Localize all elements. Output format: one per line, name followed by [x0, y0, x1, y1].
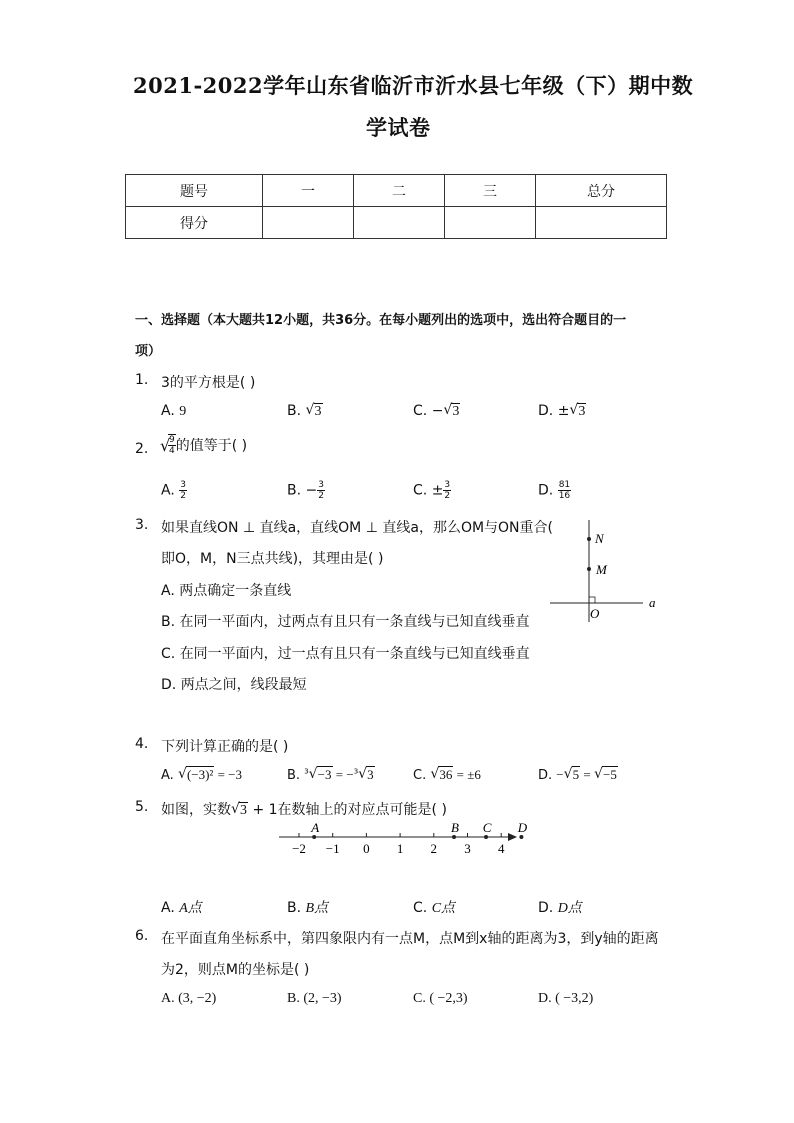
question-number: 1. [135, 372, 149, 388]
score-table-header-cell: 三 [445, 175, 536, 207]
number-line-point [452, 835, 456, 839]
option-text: A点 [179, 901, 202, 916]
option-text: 9 [179, 404, 187, 419]
score-table-header-cell: 总分 [536, 175, 667, 207]
option-label: B. [287, 482, 302, 499]
label-o: O [590, 606, 600, 621]
number-line-point [484, 835, 488, 839]
cube-root-expression [358, 767, 375, 783]
radicand: (−3)² [186, 767, 214, 782]
option-text: (3, −2) [178, 991, 217, 1006]
radicand: 3 [314, 404, 322, 419]
number-line-figure [275, 820, 528, 860]
option-d [538, 991, 593, 1007]
option-text: C点 [431, 901, 456, 916]
option-d [161, 674, 307, 694]
option-b [161, 611, 530, 631]
label-a: a [649, 595, 656, 610]
option-label: C. [413, 900, 428, 916]
denominator: 2 [318, 491, 324, 501]
question-stem [161, 799, 447, 819]
option-c [413, 480, 451, 501]
radicand: 3 [578, 404, 586, 419]
numerator: 3 [318, 480, 324, 490]
question-stem: 下列计算正确的是( ) [161, 739, 289, 755]
score-table-header-cell: 题号 [126, 175, 263, 207]
fraction [179, 480, 187, 501]
question-stem-line2: 即O，M，N三点共线)，其理由是( ) [161, 551, 384, 567]
option-c [413, 767, 481, 783]
radicand: −5 [602, 767, 617, 782]
sqrt-expression [569, 403, 586, 420]
option-text: ( −3,2) [555, 991, 594, 1006]
number-line-point-label: A [311, 820, 320, 835]
expression-mid: = − [332, 767, 354, 782]
number-line-point-label: B [451, 820, 459, 835]
question-number: 2. [135, 441, 149, 457]
option-label: A. [161, 403, 175, 419]
option-text: B点 [305, 901, 329, 916]
fraction [443, 480, 451, 501]
option-b [287, 767, 375, 783]
sign: ± [557, 403, 570, 419]
score-cell [263, 207, 354, 239]
option-label: A. [161, 768, 174, 783]
number-line-point-label: D [517, 820, 528, 835]
option-text: D点 [557, 901, 582, 916]
question-number: 6. [135, 928, 149, 944]
sqrt-expression [594, 767, 618, 783]
option-label: A. [161, 482, 175, 499]
question-number: 3. [135, 517, 149, 533]
score-table-header-cell: 二 [354, 175, 445, 207]
option-label: A. [161, 991, 175, 1006]
score-table-row-label: 得分 [126, 207, 263, 239]
sqrt-expression [564, 767, 581, 783]
sign: − [305, 482, 318, 499]
option-label: C. [413, 403, 428, 419]
option-a [161, 580, 291, 600]
score-table [125, 174, 667, 239]
option-d [538, 403, 586, 420]
question-stem: 3的平方根是( ) [161, 375, 256, 391]
fraction [317, 480, 325, 501]
option-text: 两点确定一条直线 [179, 583, 292, 599]
root-index: 3 [353, 767, 359, 776]
option-b [287, 897, 328, 917]
fraction [558, 480, 571, 501]
number-line-point [519, 835, 523, 839]
option-label: D. [161, 677, 177, 693]
numerator: 9 [169, 435, 175, 445]
section-heading-line2: 项） [135, 344, 162, 359]
number-line-tick-label: 2 [430, 841, 438, 856]
label-m: M [596, 562, 607, 577]
sqrt-expression [430, 767, 453, 783]
option-c [413, 897, 455, 917]
option-text: ( −2,3) [429, 991, 468, 1006]
radicand: 36 [439, 767, 453, 782]
option-a [161, 767, 242, 783]
expression-mid: = [580, 767, 594, 782]
option-label: B. [287, 403, 302, 419]
sqrt-expression [231, 802, 248, 819]
option-label: D. [538, 900, 554, 916]
radicand: −3 [317, 767, 332, 782]
numerator: 81 [558, 480, 571, 490]
option-text: 两点之间，线段最短 [180, 677, 307, 693]
radicand: 3 [240, 803, 247, 818]
option-d [538, 897, 582, 917]
question-stem-line1: 如果直线ON ⊥ 直线a，直线OM ⊥ 直线a，那么OM与ON重合( [161, 520, 553, 536]
number-line-tick-label: 4 [497, 841, 505, 856]
option-b [287, 991, 342, 1007]
option-label: C. [161, 646, 176, 662]
sqrt-expression [306, 403, 323, 420]
page-title-line1: 2021-2022学年山东省临沂市沂水县七年级（下）期中数 [133, 73, 694, 98]
number-line-tick-label: −2 [292, 841, 306, 856]
perpendicular-lines-figure [545, 515, 670, 625]
label-n: N [595, 531, 604, 546]
option-label: C. [413, 482, 428, 499]
option-c [413, 403, 460, 420]
option-b [287, 480, 325, 501]
number-line-point [312, 835, 316, 839]
score-cell [445, 207, 536, 239]
option-a [161, 403, 186, 420]
denominator: 2 [444, 491, 451, 501]
radicand: 5 [572, 767, 580, 782]
option-a [161, 480, 187, 501]
question-stem-line1: 在平面直角坐标系中，第四象限内有一点M，点M到x轴的距离为3，到y轴的距离 [161, 931, 659, 947]
section-heading-line1: 一、选择题（本大题共12小题，共36分。在每小题列出的选项中，选出符合题目的一 [135, 313, 627, 328]
question-number: 5. [135, 799, 149, 815]
sqrt-expression [178, 767, 214, 783]
sign: − [431, 403, 444, 419]
page-title-line2: 学试卷 [366, 115, 431, 140]
axis-arrow [508, 833, 517, 841]
radical-sign: √ [160, 436, 171, 455]
option-c [413, 991, 468, 1007]
option-b [287, 403, 323, 420]
option-text: (2, −3) [303, 991, 342, 1006]
option-label: D. [538, 403, 554, 419]
point-n [587, 537, 591, 541]
score-table-score-row [126, 207, 667, 239]
question-stem [160, 434, 247, 456]
option-label: B. [161, 614, 176, 630]
option-label: A. [161, 900, 175, 916]
option-d [538, 480, 571, 501]
option-a [161, 897, 202, 917]
denominator: 4 [169, 446, 175, 456]
option-label: B. [287, 900, 302, 916]
number-line-tick-label: 3 [464, 841, 471, 856]
option-label: B. [287, 768, 301, 783]
sqrt-expression [160, 434, 176, 456]
question-number: 4. [135, 736, 149, 752]
number-line-tick-label: 0 [363, 841, 370, 856]
radicand: 3 [367, 767, 374, 782]
stem-text: + 1在数轴上的对应点可能是( ) [248, 802, 447, 818]
point-m [587, 567, 591, 571]
option-text: 在同一平面内，过两点有且只有一条直线与已知直线垂直 [179, 614, 530, 630]
numerator: 3 [180, 480, 186, 490]
expression-rest: = −3 [214, 767, 242, 782]
option-c [161, 643, 530, 663]
score-cell [354, 207, 445, 239]
root-index: 3 [304, 767, 309, 776]
stem-text: 的值等于( ) [175, 438, 248, 454]
option-label: C. [413, 991, 426, 1006]
expression-rest: = ±6 [453, 767, 481, 782]
score-table-header-cell: 一 [263, 175, 354, 207]
stem-text: 如图，实数 [161, 802, 231, 818]
radicand: 3 [452, 404, 460, 419]
option-d [538, 767, 618, 783]
denominator: 16 [558, 491, 571, 501]
number-line-tick-label: 1 [396, 841, 404, 856]
sign: − [556, 767, 564, 782]
cube-root-expression [309, 767, 333, 783]
sign: ± [431, 482, 444, 499]
score-table-header-row [126, 175, 667, 207]
score-cell [536, 207, 667, 239]
option-label: A. [161, 583, 175, 599]
option-label: D. [538, 768, 553, 783]
option-label: B. [287, 991, 300, 1006]
option-label: D. [538, 482, 554, 499]
number-line-tick-label: −1 [325, 841, 340, 856]
option-label: C. [413, 768, 427, 783]
right-angle-mark [589, 597, 595, 603]
number-line-point-label: C [482, 820, 492, 835]
option-label: D. [538, 991, 552, 1006]
numerator: 3 [444, 480, 451, 490]
sqrt-expression [443, 403, 460, 420]
option-text: 在同一平面内，过一点有且只有一条直线与已知直线垂直 [179, 646, 530, 662]
option-a [161, 991, 216, 1007]
question-stem-line2: 为2，则点M的坐标是( ) [161, 962, 310, 978]
denominator: 2 [180, 491, 186, 501]
